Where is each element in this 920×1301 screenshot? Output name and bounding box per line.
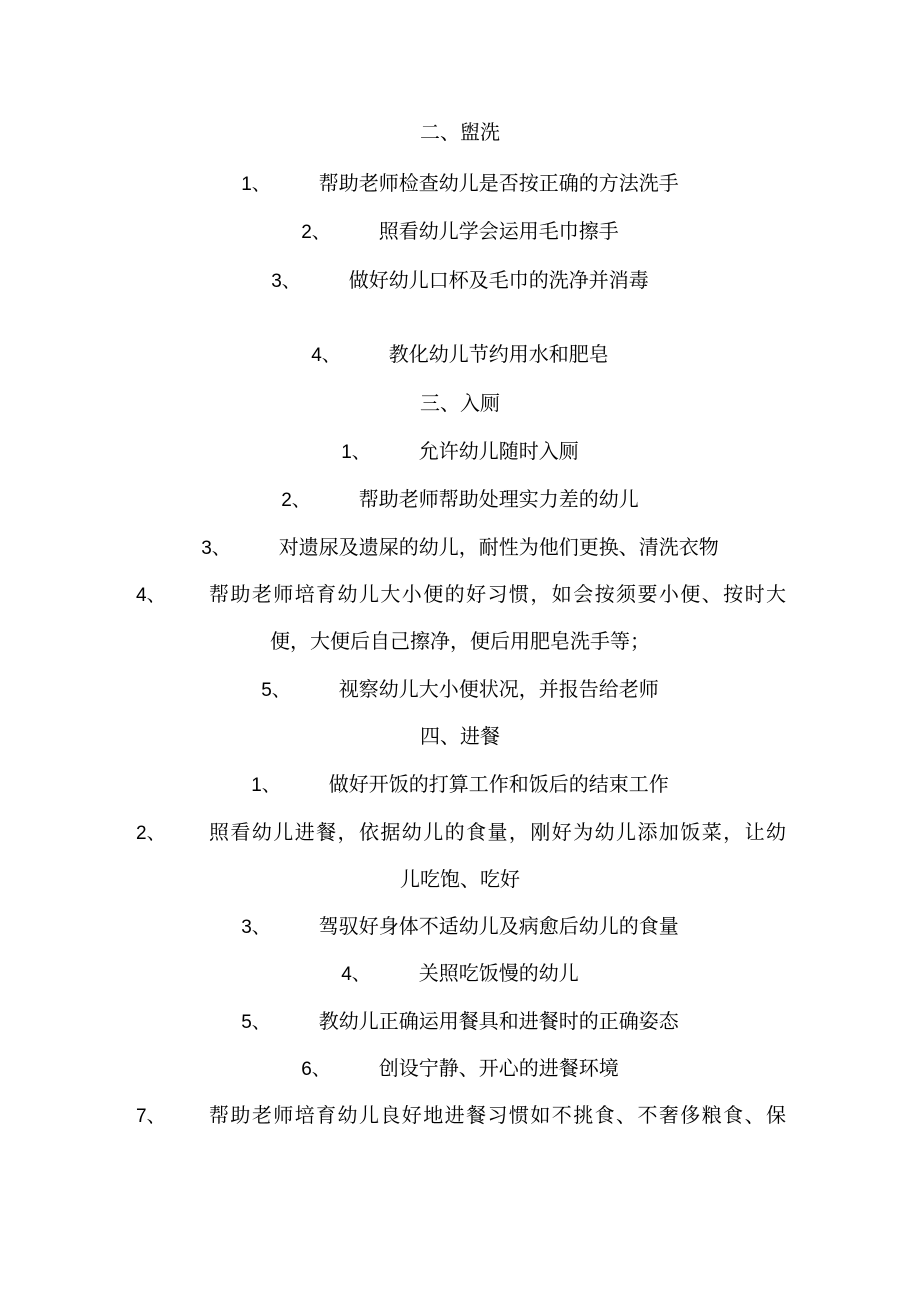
list-item (136, 579, 786, 609)
list-item (0, 1006, 920, 1036)
section-heading-meals: 四、进餐 (420, 724, 500, 748)
list-item (0, 265, 920, 295)
item-number: 5、 (261, 680, 291, 701)
item-text: 帮助老师培育幼儿良好地进餐习惯如不挑食、不奢侈粮食、保 (207, 1103, 786, 1127)
item-number: 3、 (201, 538, 231, 559)
item-text: 照看幼儿学会运用毛巾擦手 (378, 219, 619, 243)
item-number: 5、 (241, 1012, 271, 1033)
item-number: 3、 (241, 917, 271, 938)
item-text: 允许幼儿随时入厕 (418, 439, 579, 463)
item-number: 1、 (341, 442, 371, 463)
item-number: 2、 (136, 823, 166, 844)
item-text: 做好幼儿口杯及毛巾的洗净并消毒 (348, 268, 649, 292)
list-item (0, 436, 920, 466)
item-number: 4、 (341, 964, 371, 985)
list-item (0, 216, 920, 246)
item-number: 1、 (241, 174, 271, 195)
item-number: 3、 (271, 271, 301, 292)
list-item (0, 168, 920, 198)
list-item (136, 1100, 786, 1130)
item-text: 驾驭好身体不适幼儿及病愈后幼儿的食量 (318, 914, 679, 938)
item-text: 照看幼儿进餐，依据幼儿的食量，刚好为幼儿添加饭菜，让幼 (207, 820, 786, 844)
item-text: 关照吃饭慢的幼儿 (418, 961, 579, 985)
item-number: 7、 (136, 1106, 166, 1127)
list-item (0, 958, 920, 988)
item-number: 4、 (311, 345, 341, 366)
item-text: 做好开饭的打算工作和饭后的结束工作 (328, 772, 669, 796)
list-item-continuation: 便，大便后自己擦净，便后用肥皂洗手等； (270, 629, 650, 653)
item-text: 对遗尿及遗屎的幼儿，耐性为他们更换、清洗衣物 (278, 535, 719, 559)
list-item (136, 817, 786, 847)
list-item (0, 339, 920, 369)
item-text: 教幼儿正确运用餐具和进餐时的正确姿态 (318, 1009, 679, 1033)
item-number: 1、 (251, 775, 281, 796)
item-text: 帮助老师检查幼儿是否按正确的方法洗手 (318, 171, 679, 195)
item-text: 教化幼儿节约用水和肥皂 (388, 342, 609, 366)
item-text: 帮助老师培育幼儿大小便的好习惯，如会按须要小便、按时大 (207, 582, 786, 606)
section-heading-washing: 二、盥洗 (420, 120, 500, 144)
list-item (0, 484, 920, 514)
item-text: 帮助老师帮助处理实力差的幼儿 (358, 487, 639, 511)
list-item (0, 1053, 920, 1083)
list-item (0, 911, 920, 941)
item-number: 4、 (136, 585, 166, 606)
list-item (0, 769, 920, 799)
list-item (0, 532, 920, 562)
item-number: 2、 (301, 222, 331, 243)
list-item (0, 674, 920, 704)
item-number: 2、 (281, 490, 311, 511)
item-text: 视察幼儿大小便状况，并报告给老师 (338, 677, 659, 701)
item-number: 6、 (301, 1059, 331, 1080)
item-text: 创设宁静、开心的进餐环境 (378, 1056, 619, 1080)
list-item-continuation: 儿吃饱、吃好 (400, 867, 520, 891)
section-heading-toilet: 三、入厕 (420, 391, 500, 415)
